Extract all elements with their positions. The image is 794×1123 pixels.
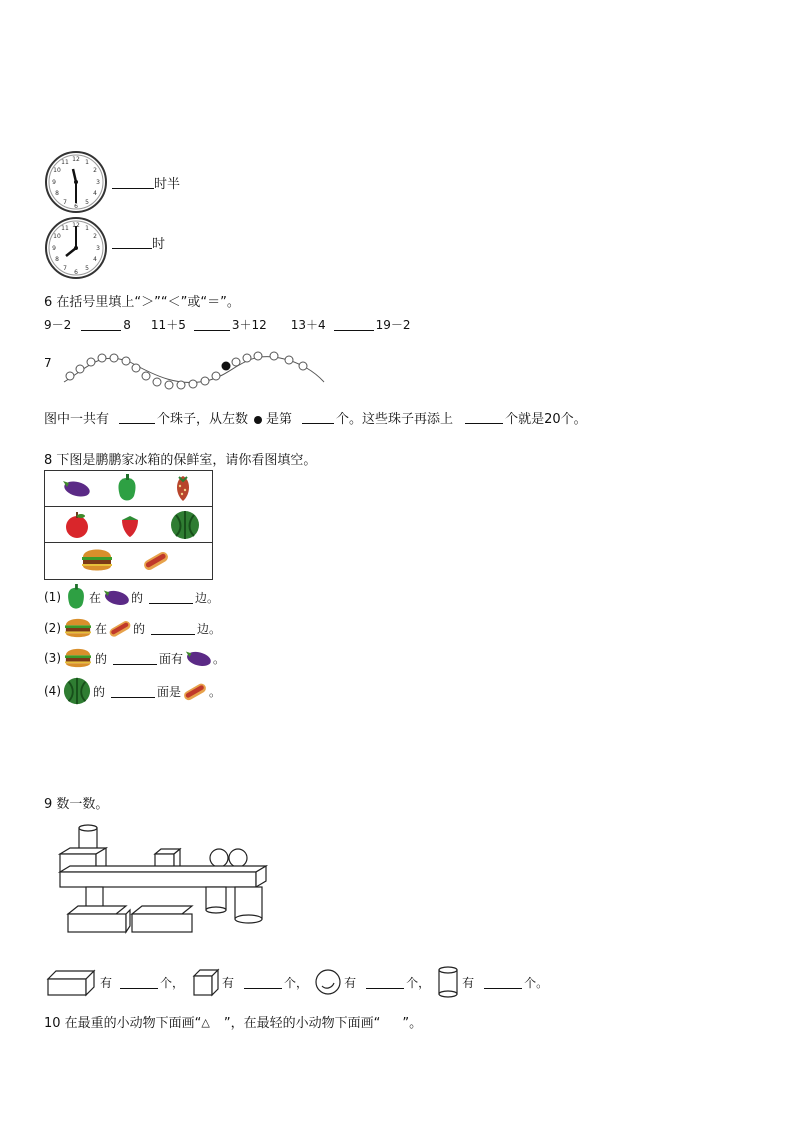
svg-text:10: 10 xyxy=(53,167,61,174)
q8-item-2 xyxy=(44,615,221,641)
q9-text: 有 xyxy=(344,975,357,990)
expr-right: 19－2 xyxy=(375,318,411,332)
svg-text:12: 12 xyxy=(72,156,80,163)
svg-text:11: 11 xyxy=(61,225,69,232)
hotdog-icon xyxy=(141,548,171,572)
watermelon-icon xyxy=(63,677,91,705)
hotdog-icon xyxy=(181,680,209,702)
q9-text: 个， xyxy=(284,975,309,990)
svg-text:6: 6 xyxy=(74,203,78,210)
pepper-icon xyxy=(65,584,87,610)
q9-text: 个， xyxy=(406,975,431,990)
answer-blank[interactable] xyxy=(112,176,154,189)
q8-text: 在 xyxy=(89,590,102,605)
q8-text: 的 xyxy=(93,684,106,699)
answer-blank[interactable] xyxy=(112,236,152,249)
cube-icon xyxy=(192,967,220,997)
expr-right: 8 xyxy=(123,317,131,332)
svg-text:8: 8 xyxy=(55,256,59,263)
apple-icon xyxy=(64,511,90,539)
answer-blank[interactable] xyxy=(113,652,157,665)
item-number: (2) xyxy=(44,621,61,635)
expr-left: 13＋4 xyxy=(290,318,326,332)
triangle-icon: △ xyxy=(201,1016,210,1029)
q7-part: 是第 xyxy=(266,412,293,427)
answer-blank[interactable] xyxy=(151,622,195,635)
svg-text:1: 1 xyxy=(85,159,89,166)
item-number: (1) xyxy=(44,590,61,604)
q9-text: 有 xyxy=(222,975,235,990)
item-number: (4) xyxy=(44,684,61,698)
q8-text: 的 xyxy=(95,651,108,666)
answer-blank[interactable] xyxy=(366,976,404,989)
solids-figure xyxy=(58,822,270,934)
svg-text:3: 3 xyxy=(96,245,100,252)
q8-text: 的 xyxy=(131,590,144,605)
q9-counts xyxy=(46,966,548,998)
q7-text xyxy=(44,408,587,427)
clock-answer-2 xyxy=(112,233,165,252)
answer-blank[interactable] xyxy=(149,591,193,604)
q8-text: 在 xyxy=(95,621,108,636)
svg-text:7: 7 xyxy=(63,265,67,272)
q7-part: 图中一共有 xyxy=(44,412,110,427)
svg-text:8: 8 xyxy=(55,190,59,197)
q6-items xyxy=(44,316,411,333)
compare-blank[interactable] xyxy=(81,318,121,331)
q7-part: 个就是20个。 xyxy=(505,412,587,427)
strawberry-icon xyxy=(119,514,141,538)
answer-blank[interactable] xyxy=(465,411,503,424)
q8-title: 8 下图是鹏鹏家冰箱的保鲜室，请你看图填空。 xyxy=(44,453,317,468)
pepper-icon xyxy=(116,474,138,502)
cylinder-icon xyxy=(436,966,460,998)
q10-part: ”。 xyxy=(402,1016,423,1031)
q8-text: 边。 xyxy=(195,590,220,605)
q8-item-1 xyxy=(44,584,219,610)
sphere-icon xyxy=(314,968,342,996)
q8-item-3 xyxy=(44,645,225,671)
answer-blank[interactable] xyxy=(302,411,334,424)
compare-blank[interactable] xyxy=(194,318,230,331)
answer-blank[interactable] xyxy=(244,976,282,989)
burger-icon xyxy=(63,615,93,641)
q10-part: ”，在最轻的小动物下面画“ xyxy=(223,1016,381,1031)
q8-text: 边。 xyxy=(197,621,222,636)
svg-text:12: 12 xyxy=(72,222,80,229)
q10-part: 10 在最重的小动物下面画“ xyxy=(44,1016,202,1031)
svg-text:6: 6 xyxy=(74,269,78,276)
svg-text:4: 4 xyxy=(93,190,97,197)
clock-suffix: 时 xyxy=(152,237,166,252)
svg-text:2: 2 xyxy=(93,167,97,174)
q8-item-4 xyxy=(44,676,221,706)
svg-text:5: 5 xyxy=(85,265,89,272)
svg-text:9: 9 xyxy=(52,179,56,186)
expr-right: 3＋12 xyxy=(231,318,267,332)
burger-icon xyxy=(81,545,113,575)
q8-text: 。 xyxy=(209,684,222,699)
watermelon-icon xyxy=(170,510,200,540)
clock-face-2 xyxy=(44,216,108,280)
svg-text:1: 1 xyxy=(85,225,89,232)
q8-text: 。 xyxy=(213,651,226,666)
clock-face-1 xyxy=(44,150,108,214)
eggplant-icon xyxy=(101,586,131,608)
svg-text:10: 10 xyxy=(53,233,61,240)
clock-answer-1 xyxy=(112,173,180,192)
answer-blank[interactable] xyxy=(484,976,522,989)
q7-number: 7 xyxy=(44,356,52,370)
expr-left: 9－2 xyxy=(44,318,72,332)
burger-icon xyxy=(63,645,93,671)
eggplant-icon xyxy=(183,647,213,669)
answer-blank[interactable] xyxy=(120,976,158,989)
q9-text: 个。 xyxy=(524,975,549,990)
svg-text:9: 9 xyxy=(52,245,56,252)
hotdog-icon xyxy=(107,617,133,639)
svg-text:4: 4 xyxy=(93,256,97,263)
q6-title: 6 在括号里填上“＞”“＜”或“＝”。 xyxy=(44,295,240,310)
clock-suffix: 时半 xyxy=(154,177,181,192)
answer-blank[interactable] xyxy=(111,685,155,698)
q8-text: 的 xyxy=(133,621,146,636)
q9-text: 个， xyxy=(160,975,185,990)
q8-text: 面有 xyxy=(159,651,184,666)
compare-blank[interactable] xyxy=(334,318,374,331)
q9-text: 有 xyxy=(462,975,475,990)
cuboid-icon xyxy=(46,967,96,997)
q7-part: 个珠子，从左数 xyxy=(157,412,249,427)
svg-text:3: 3 xyxy=(96,179,100,186)
item-number: (3) xyxy=(44,651,61,665)
q10-text xyxy=(44,1012,422,1031)
q9-text: 有 xyxy=(100,975,113,990)
bead-string xyxy=(60,346,326,390)
svg-text:7: 7 xyxy=(63,199,67,206)
eggplant-icon xyxy=(60,477,92,499)
black-bead-icon xyxy=(254,416,262,424)
q7-part: 个。这些珠子再添上 xyxy=(336,412,454,427)
q9-title: 9 数一数。 xyxy=(44,797,109,812)
strawberry-cake-icon xyxy=(173,474,193,502)
answer-blank[interactable] xyxy=(119,411,155,424)
expr-left: 11＋5 xyxy=(150,318,186,332)
svg-text:2: 2 xyxy=(93,233,97,240)
svg-text:11: 11 xyxy=(61,159,69,166)
q8-text: 面是 xyxy=(157,684,182,699)
svg-text:5: 5 xyxy=(85,199,89,206)
